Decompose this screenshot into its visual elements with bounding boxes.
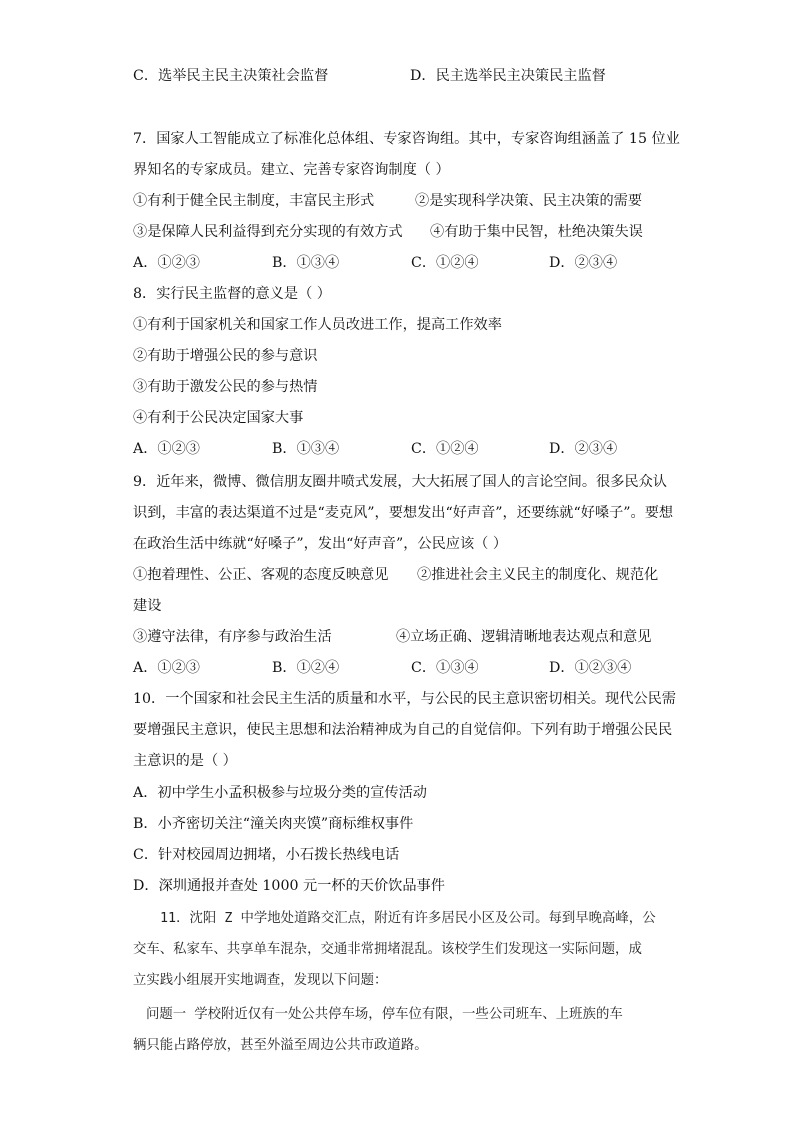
question-8-statement-3: ③有助于激发公民的参与热情 xyxy=(133,379,318,395)
question-9-option-a[interactable]: A．①②③ xyxy=(133,660,200,676)
question-10-stem-line-1: 10．一个国家和社会民主生活的质量和水平，与公民的民主意识密切相关。现代公民需 xyxy=(133,691,676,707)
question-8-option-b[interactable]: B．①③④ xyxy=(272,441,340,457)
question-11-problem-1-line-1: 问题一 学校附近仅有一处公共停车场，停车位有限，一些公司班车、上班族的车 xyxy=(146,1007,623,1022)
question-9-stem-line-2: 识到，丰富的表达渠道不过是“麦克风”，要想发出“好声音”，还要练就“好嗓子”。要想 xyxy=(133,505,674,521)
prev-option-c: C．选举民主民主决策社会监督 xyxy=(133,68,329,84)
question-7-option-d[interactable]: D．②③④ xyxy=(549,255,618,271)
question-10-option-c[interactable]: C．针对校园周边拥堵，小石拨长热线电话 xyxy=(133,847,400,863)
prev-option-d: D．民主选举民主决策民主监督 xyxy=(410,68,606,84)
question-10-option-b[interactable]: B．小齐密切关注“潼关肉夹馍”商标维权事件 xyxy=(133,816,414,832)
question-8-stem: 8．实行民主监督的意义是（ ） xyxy=(133,286,331,302)
question-8-option-a[interactable]: A．①②③ xyxy=(133,441,200,457)
question-7-option-c[interactable]: C．①②④ xyxy=(411,255,479,271)
question-11-stem-line-2: 交车、私家车、共享单车混杂，交通非常拥堵混乱。该校学生们发现这一实际问题，成 xyxy=(133,942,642,957)
question-9-option-b[interactable]: B．①②④ xyxy=(272,660,340,676)
question-7-stem-line-2: 界知名的专家成员。建立、完善专家咨询制度（ ） xyxy=(133,162,450,178)
question-7-statement-3: ③是保障人民利益得到充分实现的有效方式 xyxy=(133,224,403,240)
question-7-stem-line-1: 7．国家人工智能成立了标准化总体组、专家咨询组。其中，专家咨询组涵盖了 15 位业 xyxy=(133,131,680,147)
question-11-stem-line-1: 11．沈阳 Z 中学地处道路交汇点，附近有许多居民小区及公司。每到早晚高峰，公 xyxy=(160,911,656,926)
question-7-option-b[interactable]: B．①③④ xyxy=(272,255,340,271)
question-11-problem-1-line-2: 辆只能占路停放，甚至外溢至周边公共市政道路。 xyxy=(133,1038,428,1053)
question-9-statement-2: ②推进社会主义民主的制度化、规范化 xyxy=(417,567,659,583)
question-10-option-a[interactable]: A．初中学生小孟积极参与垃圾分类的宣传活动 xyxy=(133,785,427,801)
question-7-statement-4: ④有助于集中民智，杜绝决策失误 xyxy=(430,224,643,240)
question-10-stem-line-3: 主意识的是（ ） xyxy=(133,753,237,769)
question-8-option-d[interactable]: D．②③④ xyxy=(549,441,618,457)
question-8-statement-4: ④有利于公民决定国家大事 xyxy=(133,410,304,426)
question-9-stem-line-1: 9．近年来，微博、微信朋友圈井喷式发展，大大拓展了国人的言论空间。很多民众认 xyxy=(133,474,667,490)
question-9-statement-3: ③遵守法律，有序参与政治生活 xyxy=(133,629,332,645)
question-7-statement-2: ②是实现科学决策、民主决策的需要 xyxy=(415,193,643,209)
question-9-stem-line-3: 在政治生活中练就“好嗓子”，发出“好声音”，公民应该（ ） xyxy=(133,536,508,552)
question-10-option-d[interactable]: D．深圳通报并查处 1000 元一杯的天价饮品事件 xyxy=(133,878,445,894)
question-10-stem-line-2: 要增强民主意识，使民主思想和法治精神成为自己的自觉信仰。下列有助于增强公民民 xyxy=(133,722,673,738)
question-7-option-a[interactable]: A．①②③ xyxy=(133,255,200,271)
question-9-statement-2-cont: 建设 xyxy=(133,598,162,614)
question-9-statement-1: ①抱着理性、公正、客观的态度反映意见 xyxy=(133,567,389,583)
question-8-statement-2: ②有助于增强公民的参与意识 xyxy=(133,348,318,364)
question-9-option-d[interactable]: D．①②③④ xyxy=(549,660,632,676)
question-8-option-c[interactable]: C．①②④ xyxy=(411,441,479,457)
question-9-option-c[interactable]: C．①③④ xyxy=(411,660,479,676)
question-9-statement-4: ④立场正确、逻辑清晰地表达观点和意见 xyxy=(396,629,652,645)
question-8-statement-1: ①有利于国家机关和国家工作人员改进工作，提高工作效率 xyxy=(133,317,502,333)
question-11-stem-line-3: 立实践小组展开实地调查，发现以下问题： xyxy=(133,973,388,988)
question-7-statement-1: ①有利于健全民主制度，丰富民主形式 xyxy=(133,193,375,209)
